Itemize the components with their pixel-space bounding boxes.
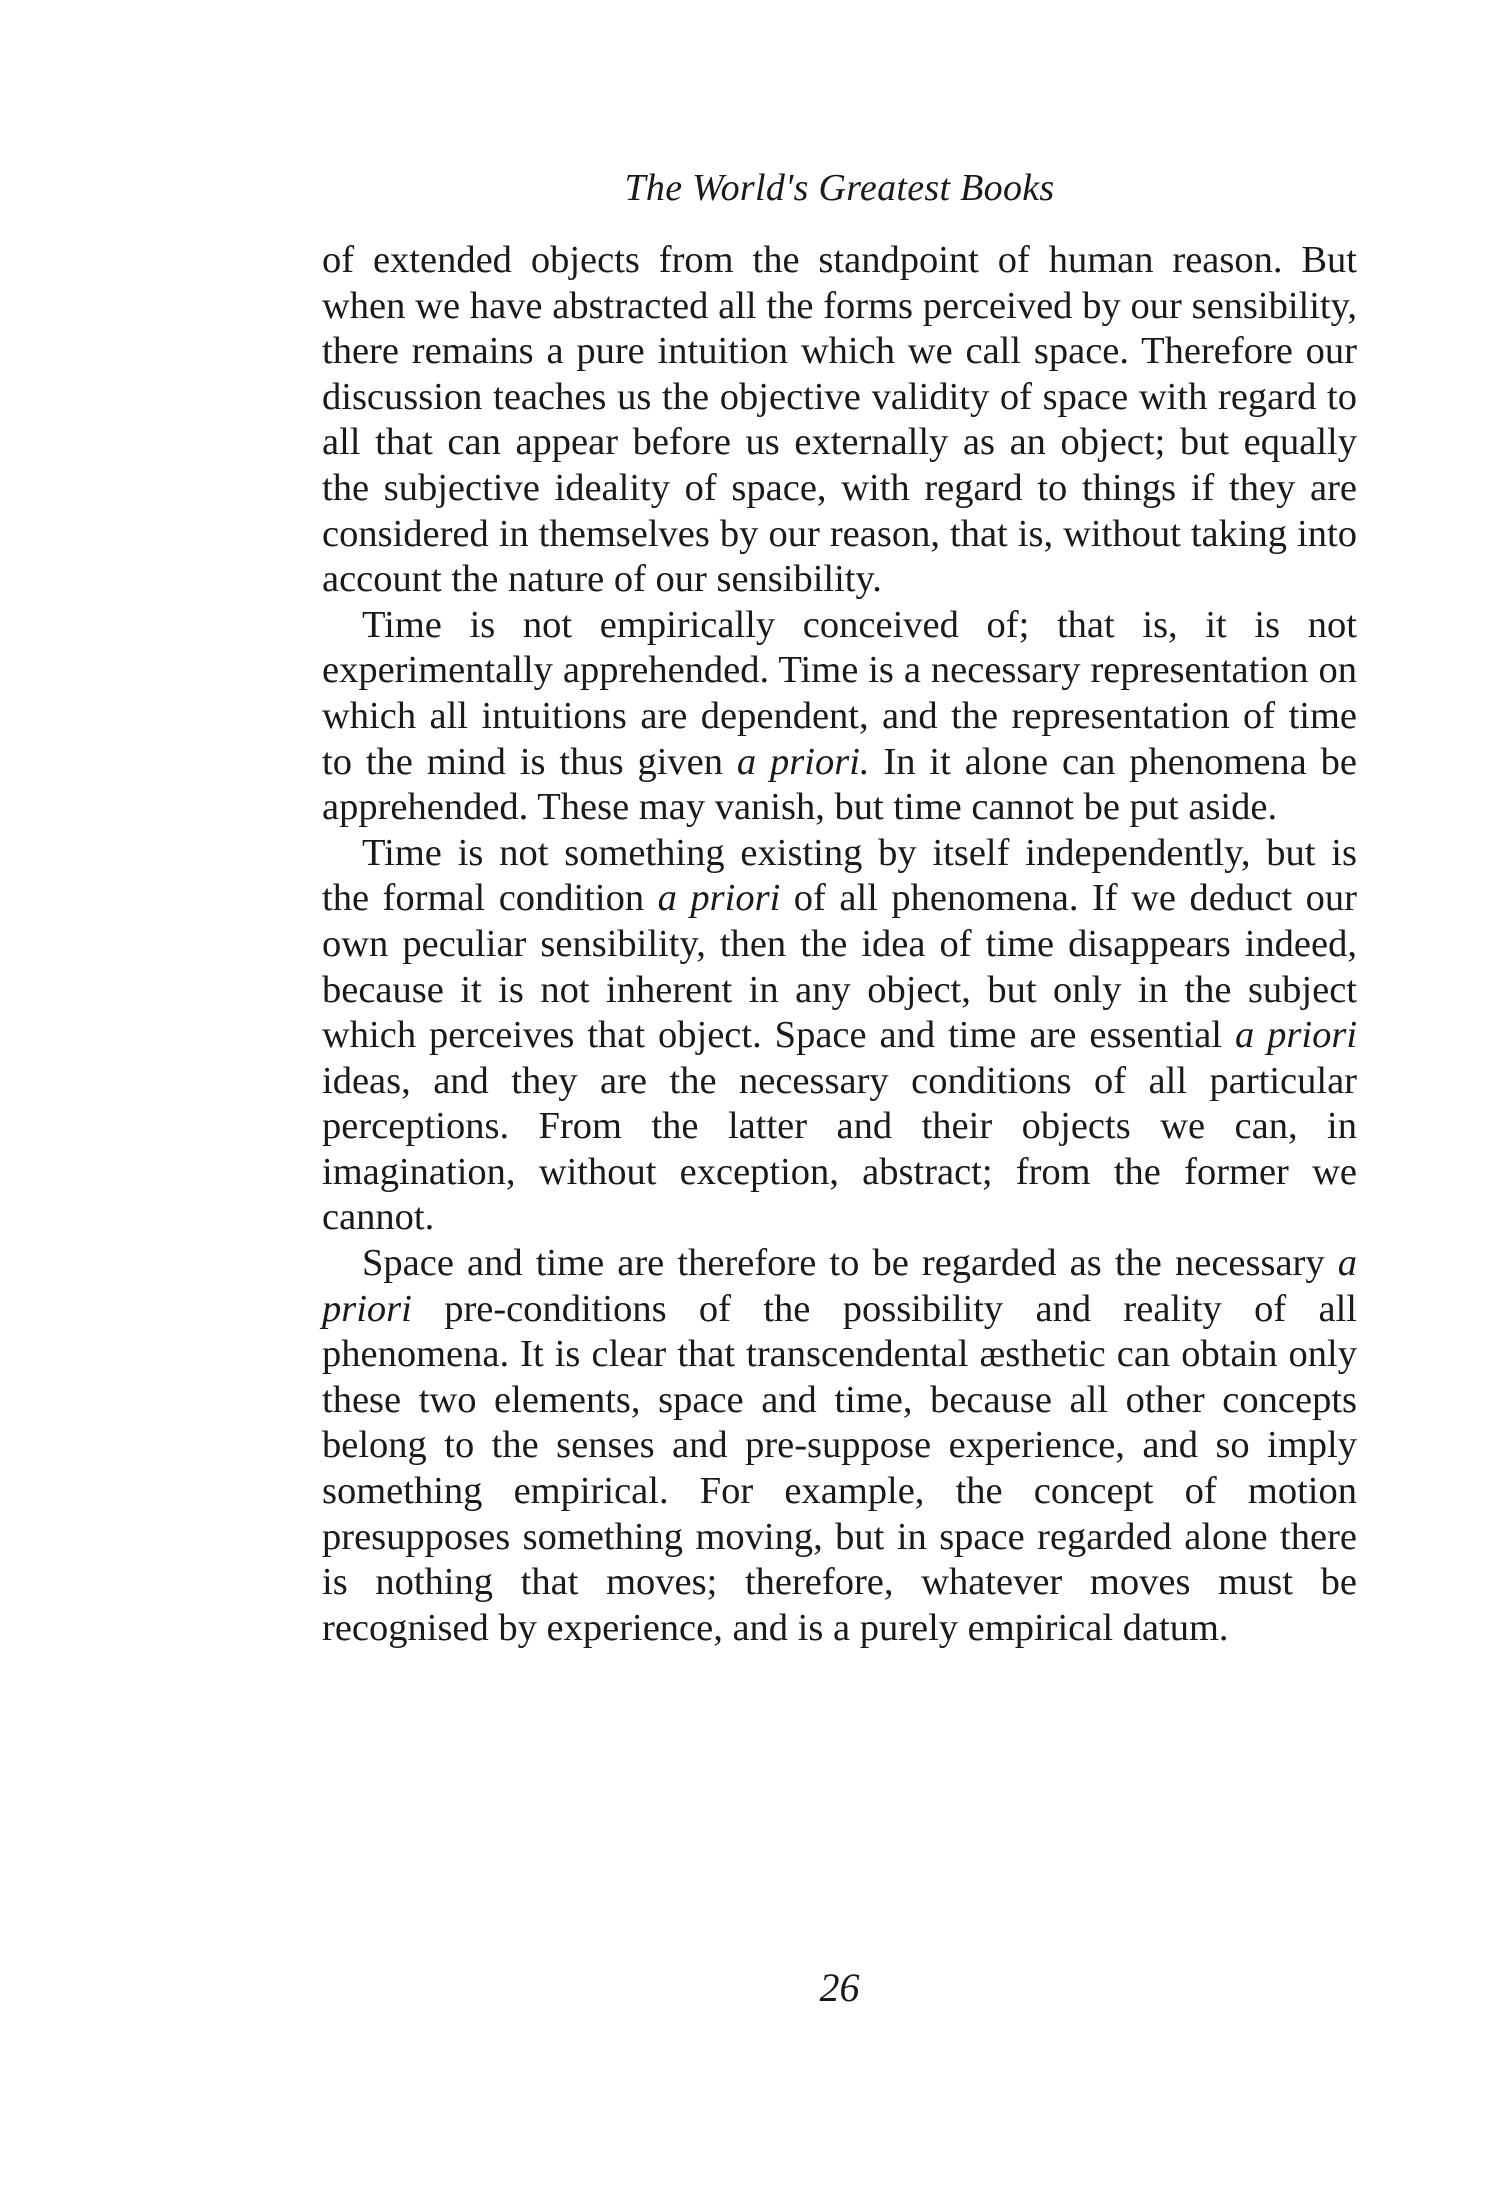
body-text — [322, 238, 1357, 1651]
italic-phrase: a priori — [657, 877, 781, 920]
running-head: The World's Greatest Books — [624, 167, 1055, 209]
paragraph-2: Time is not empirically conceived of; that is, it is not experimentally apprehended. Time is a necessary representation on which all intuitions are dependent, and the representation of time to the mind is thus given a priori. In it alone can phenomena be apprehended. These may vanish, but time cannot be put aside. — [322, 603, 1357, 829]
italic-phrase: a priori. — [736, 740, 870, 783]
paragraph-3: Time is not something existing by itself independently, but is the formal condition a priori of all phenomena. If we deduct our own peculiar sensibility, then the idea of time disappears indeed, because it is not inherent in any object, but only in the subject which perceives that object. Space and time are essential a priori ideas, and they are the necessary conditions of all particular perceptions. From the latter and their objects we can, in imagination, without exception, abstract; from the former we cannot. — [322, 831, 1358, 1239]
paragraph-4: Space and time are therefore to be regarded as the necessary a priori pre-conditions of the possibility and reality of all phenomena. It is clear that transcendental æsthetic can obtain only these two elements, space and time, because all other concepts belong to the senses and pre-suppose experience, and so imply something empirical. For example, the concept of motion presupposes something moving, but in space regarded alone there is nothing that moves; therefore, whatever moves must be recognised by experience, and is a purely empirical datum. — [322, 1242, 1357, 1649]
italic-phrase: a priori — [1234, 1014, 1358, 1057]
italic-phrase: a priori — [322, 1242, 1357, 1330]
paragraph-1: of extended objects from the standpoint of human reason. But when we have abstracted all the forms perceived by our sensibility, there remains a pure intuition which we call space. Therefore our discussion teaches us the objective validity of space with regard to all that can appear before us externally as an object; but equally the subjective ideality of space, with regard to things if they are considered in themselves by our reason, that is, without taking into account the nature of our sensibility. — [322, 239, 1357, 601]
page-number: 26 — [819, 1965, 860, 2010]
